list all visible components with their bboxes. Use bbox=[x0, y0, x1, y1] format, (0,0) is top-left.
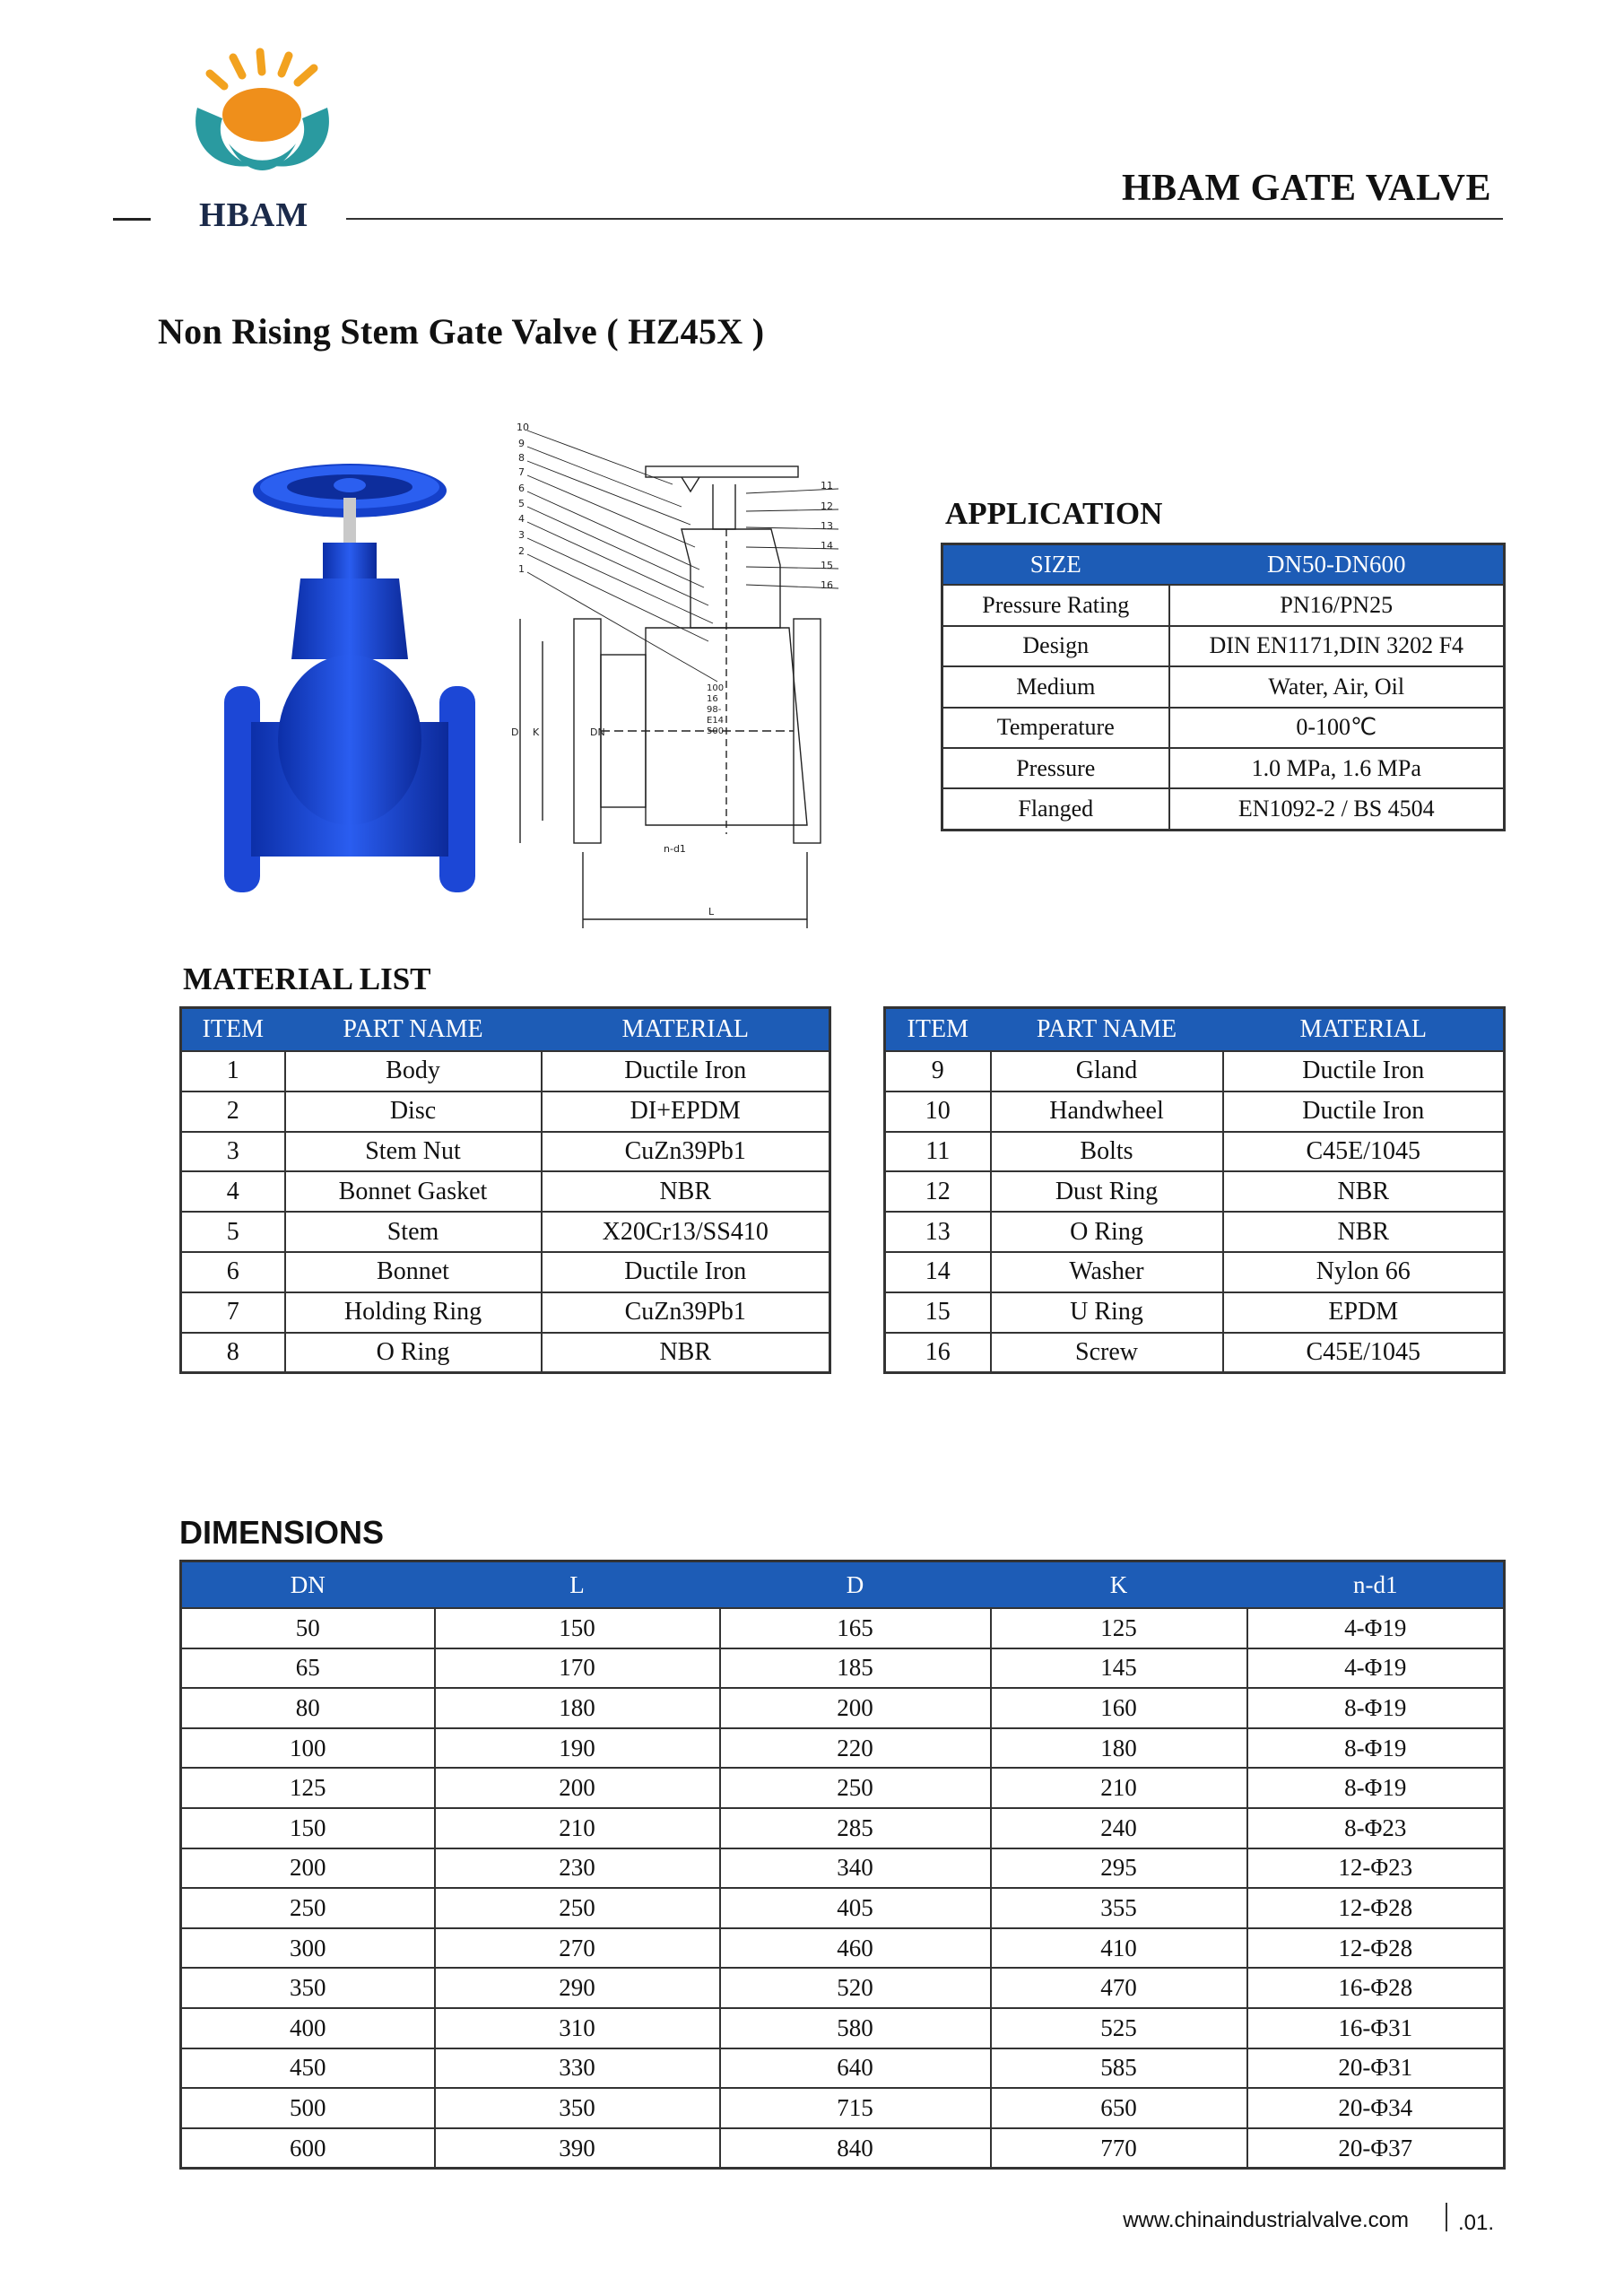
application-row bbox=[942, 748, 1505, 788]
material-row bbox=[885, 1252, 1505, 1292]
header-part-name: PART NAME bbox=[285, 1008, 542, 1052]
header-item: ITEM bbox=[885, 1008, 991, 1052]
footer-website: www.chinaindustrialvalve.com bbox=[1123, 2208, 1409, 2232]
material: NBR bbox=[542, 1171, 830, 1212]
nd1-value: 4-Φ19 bbox=[1247, 1608, 1505, 1648]
application-label: Pressure bbox=[942, 748, 1169, 788]
material-row bbox=[181, 1252, 830, 1292]
nd1-value: 12-Φ28 bbox=[1247, 1928, 1505, 1969]
material-row bbox=[885, 1091, 1505, 1132]
material: EPDM bbox=[1223, 1292, 1505, 1333]
application-label: SIZE bbox=[942, 544, 1169, 586]
nd1-value: 12-Φ28 bbox=[1247, 1888, 1505, 1928]
part-name: O Ring bbox=[285, 1333, 542, 1373]
header-material: MATERIAL bbox=[542, 1008, 830, 1052]
application-row bbox=[942, 788, 1505, 830]
page-number: .01. bbox=[1458, 2211, 1495, 2235]
l-value: 180 bbox=[435, 1688, 720, 1728]
item-no: 6 bbox=[181, 1252, 285, 1292]
k-value: 240 bbox=[991, 1808, 1247, 1848]
nd1-value: 16-Φ31 bbox=[1247, 2008, 1505, 2048]
d-value: 640 bbox=[720, 2048, 991, 2089]
material-row bbox=[885, 1333, 1505, 1373]
l-value: 330 bbox=[435, 2048, 720, 2089]
material: NBR bbox=[1223, 1212, 1505, 1252]
nd1-value: 20-Φ31 bbox=[1247, 2048, 1505, 2089]
application-value: EN1092-2 / BS 4504 bbox=[1169, 788, 1505, 830]
item-no: 4 bbox=[181, 1171, 285, 1212]
dimensions-row bbox=[181, 1888, 1505, 1928]
material: CuZn39Pb1 bbox=[542, 1292, 830, 1333]
header-material: MATERIAL bbox=[1223, 1008, 1505, 1052]
item-no: 13 bbox=[885, 1212, 991, 1252]
callout-1: 1 bbox=[518, 563, 525, 575]
material: CuZn39Pb1 bbox=[542, 1132, 830, 1172]
nd1-value: 16-Φ28 bbox=[1247, 1968, 1505, 2008]
material: Ductile Iron bbox=[1223, 1091, 1505, 1132]
k-value: 160 bbox=[991, 1688, 1247, 1728]
application-label: Pressure Rating bbox=[942, 585, 1169, 625]
k-value: 470 bbox=[991, 1968, 1247, 2008]
material: Ductile Iron bbox=[542, 1252, 830, 1292]
dim-label-nd1: n-d1 bbox=[664, 843, 686, 855]
dimensions-row bbox=[181, 2088, 1505, 2128]
k-value: 525 bbox=[991, 2008, 1247, 2048]
material-table-left bbox=[179, 1006, 831, 1374]
dimensions-header-row bbox=[181, 1561, 1505, 1609]
dn-value: 80 bbox=[181, 1688, 435, 1728]
d-value: 185 bbox=[720, 1648, 991, 1689]
d-value: 340 bbox=[720, 1848, 991, 1889]
callout-15: 15 bbox=[821, 560, 833, 571]
application-value: 1.0 MPa, 1.6 MPa bbox=[1169, 748, 1505, 788]
dn-value: 150 bbox=[181, 1808, 435, 1848]
dimensions-row bbox=[181, 1648, 1505, 1689]
dim-label-d: D bbox=[511, 726, 519, 738]
product-title: Non Rising Stem Gate Valve ( HZ45X ) bbox=[158, 311, 765, 352]
dn-value: 450 bbox=[181, 2048, 435, 2089]
l-value: 250 bbox=[435, 1888, 720, 1928]
material-header-row bbox=[181, 1008, 830, 1052]
item-no: 10 bbox=[885, 1091, 991, 1132]
dn-value: 600 bbox=[181, 2128, 435, 2169]
company-logo bbox=[179, 45, 341, 197]
material-row bbox=[885, 1132, 1505, 1172]
k-value: 650 bbox=[991, 2088, 1247, 2128]
part-name: Bonnet Gasket bbox=[285, 1171, 542, 1212]
item-no: 3 bbox=[181, 1132, 285, 1172]
d-value: 840 bbox=[720, 2128, 991, 2169]
callout-13: 13 bbox=[821, 520, 833, 532]
item-no: 16 bbox=[885, 1333, 991, 1373]
material-row bbox=[885, 1212, 1505, 1252]
material-row bbox=[181, 1171, 830, 1212]
material: NBR bbox=[1223, 1171, 1505, 1212]
material-row bbox=[181, 1091, 830, 1132]
k-value: 355 bbox=[991, 1888, 1247, 1928]
k-value: 180 bbox=[991, 1728, 1247, 1769]
callout-7: 7 bbox=[518, 466, 525, 478]
k-value: 585 bbox=[991, 2048, 1247, 2089]
body-mark-2: 16 bbox=[707, 694, 718, 704]
material-row bbox=[181, 1292, 830, 1333]
material: Ductile Iron bbox=[542, 1051, 830, 1091]
dimensions-row bbox=[181, 1728, 1505, 1769]
k-value: 125 bbox=[991, 1608, 1247, 1648]
body-mark-4: E14 bbox=[707, 716, 725, 726]
nd1-value: 8-Φ19 bbox=[1247, 1768, 1505, 1808]
part-name: Handwheel bbox=[991, 1091, 1223, 1132]
material-row bbox=[181, 1051, 830, 1091]
callout-9: 9 bbox=[518, 438, 525, 449]
item-no: 9 bbox=[885, 1051, 991, 1091]
d-value: 520 bbox=[720, 1968, 991, 2008]
dn-value: 250 bbox=[181, 1888, 435, 1928]
dimensions-row bbox=[181, 1608, 1505, 1648]
item-no: 5 bbox=[181, 1212, 285, 1252]
valve-section-drawing bbox=[511, 422, 852, 942]
k-value: 145 bbox=[991, 1648, 1247, 1689]
k-value: 770 bbox=[991, 2128, 1247, 2169]
dn-value: 100 bbox=[181, 1728, 435, 1769]
material-row bbox=[181, 1132, 830, 1172]
dimensions-row bbox=[181, 1928, 1505, 1969]
header-k: K bbox=[991, 1561, 1247, 1609]
nd1-value: 8-Φ23 bbox=[1247, 1808, 1505, 1848]
dimensions-row bbox=[181, 1768, 1505, 1808]
l-value: 210 bbox=[435, 1808, 720, 1848]
l-value: 230 bbox=[435, 1848, 720, 1889]
d-value: 715 bbox=[720, 2088, 991, 2128]
part-name: Washer bbox=[991, 1252, 1223, 1292]
callout-11: 11 bbox=[821, 480, 833, 491]
l-value: 170 bbox=[435, 1648, 720, 1689]
callout-2: 2 bbox=[518, 545, 525, 557]
material: Ductile Iron bbox=[1223, 1051, 1505, 1091]
dim-label-l: L bbox=[708, 906, 715, 918]
callout-16: 16 bbox=[821, 579, 833, 591]
k-value: 410 bbox=[991, 1928, 1247, 1969]
callout-12: 12 bbox=[821, 500, 833, 512]
l-value: 190 bbox=[435, 1728, 720, 1769]
dimensions-row bbox=[181, 1848, 1505, 1889]
part-name: Stem Nut bbox=[285, 1132, 542, 1172]
l-value: 290 bbox=[435, 1968, 720, 2008]
header-nd1: n-d1 bbox=[1247, 1561, 1505, 1609]
part-name: U Ring bbox=[991, 1292, 1223, 1333]
application-row bbox=[942, 708, 1505, 748]
k-value: 210 bbox=[991, 1768, 1247, 1808]
material-row bbox=[885, 1051, 1505, 1091]
callout-3: 3 bbox=[518, 529, 525, 541]
application-label: Flanged bbox=[942, 788, 1169, 830]
application-label: Medium bbox=[942, 666, 1169, 707]
body-mark-1: 100 bbox=[707, 683, 725, 693]
application-row bbox=[942, 626, 1505, 666]
callout-4: 4 bbox=[518, 513, 525, 525]
dn-value: 125 bbox=[181, 1768, 435, 1808]
header-dash bbox=[113, 218, 151, 221]
dn-value: 300 bbox=[181, 1928, 435, 1969]
part-name: Bonnet bbox=[285, 1252, 542, 1292]
body-mark-5: 500 bbox=[707, 726, 725, 736]
dimensions-row bbox=[181, 1808, 1505, 1848]
part-name: O Ring bbox=[991, 1212, 1223, 1252]
dimensions-row bbox=[181, 2008, 1505, 2048]
nd1-value: 8-Φ19 bbox=[1247, 1728, 1505, 1769]
callout-10: 10 bbox=[517, 422, 529, 433]
material-row bbox=[181, 1212, 830, 1252]
d-value: 405 bbox=[720, 1888, 991, 1928]
material: X20Cr13/SS410 bbox=[542, 1212, 830, 1252]
dn-value: 200 bbox=[181, 1848, 435, 1889]
dn-value: 50 bbox=[181, 1608, 435, 1648]
callout-6: 6 bbox=[518, 483, 525, 494]
item-no: 14 bbox=[885, 1252, 991, 1292]
l-value: 200 bbox=[435, 1768, 720, 1808]
l-value: 150 bbox=[435, 1608, 720, 1648]
l-value: 270 bbox=[435, 1928, 720, 1969]
header-rule bbox=[346, 218, 1503, 220]
material: NBR bbox=[542, 1333, 830, 1373]
material-row bbox=[181, 1333, 830, 1373]
material-row bbox=[885, 1292, 1505, 1333]
dimensions-title: DIMENSIONS bbox=[179, 1514, 385, 1551]
part-name: Stem bbox=[285, 1212, 542, 1252]
dimensions-table bbox=[179, 1560, 1506, 2170]
dn-value: 400 bbox=[181, 2008, 435, 2048]
l-value: 350 bbox=[435, 2088, 720, 2128]
brand-name: HBAM bbox=[199, 196, 309, 234]
body-mark-3: 98- bbox=[707, 705, 722, 715]
application-table bbox=[941, 543, 1506, 831]
application-value: 0-100℃ bbox=[1169, 708, 1505, 748]
d-value: 250 bbox=[720, 1768, 991, 1808]
application-title: APPLICATION bbox=[945, 496, 1163, 531]
application-value: DN50-DN600 bbox=[1169, 544, 1505, 586]
material: DI+EPDM bbox=[542, 1091, 830, 1132]
material: C45E/1045 bbox=[1223, 1132, 1505, 1172]
d-value: 165 bbox=[720, 1608, 991, 1648]
application-value: Water, Air, Oil bbox=[1169, 666, 1505, 707]
dn-value: 500 bbox=[181, 2088, 435, 2128]
application-value: PN16/PN25 bbox=[1169, 585, 1505, 625]
dn-value: 350 bbox=[181, 1968, 435, 2008]
dimensions-row bbox=[181, 2128, 1505, 2169]
part-name: Body bbox=[285, 1051, 542, 1091]
application-label: Temperature bbox=[942, 708, 1169, 748]
item-no: 1 bbox=[181, 1051, 285, 1091]
footer-separator bbox=[1446, 2203, 1447, 2231]
header-l: L bbox=[435, 1561, 720, 1609]
callout-5: 5 bbox=[518, 498, 525, 509]
part-name: Gland bbox=[991, 1051, 1223, 1091]
material-list-title: MATERIAL LIST bbox=[183, 961, 431, 996]
header-title: HBAM GATE VALVE bbox=[1121, 168, 1491, 209]
dimensions-row bbox=[181, 1688, 1505, 1728]
item-no: 8 bbox=[181, 1333, 285, 1373]
header-part-name: PART NAME bbox=[991, 1008, 1223, 1052]
d-value: 580 bbox=[720, 2008, 991, 2048]
header-item: ITEM bbox=[181, 1008, 285, 1052]
material-row bbox=[885, 1171, 1505, 1212]
application-label: Design bbox=[942, 626, 1169, 666]
item-no: 2 bbox=[181, 1091, 285, 1132]
part-name: Dust Ring bbox=[991, 1171, 1223, 1212]
nd1-value: 4-Φ19 bbox=[1247, 1648, 1505, 1689]
nd1-value: 20-Φ37 bbox=[1247, 2128, 1505, 2169]
application-row bbox=[942, 585, 1505, 625]
dimensions-row bbox=[181, 2048, 1505, 2089]
dim-label-dn: DN bbox=[590, 726, 605, 738]
application-value: DIN EN1171,DIN 3202 F4 bbox=[1169, 626, 1505, 666]
part-name: Holding Ring bbox=[285, 1292, 542, 1333]
material-table-right bbox=[883, 1006, 1506, 1374]
nd1-value: 8-Φ19 bbox=[1247, 1688, 1505, 1728]
part-name: Disc bbox=[285, 1091, 542, 1132]
valve-photo bbox=[215, 453, 484, 901]
callout-14: 14 bbox=[821, 540, 833, 552]
part-name: Screw bbox=[991, 1333, 1223, 1373]
d-value: 220 bbox=[720, 1728, 991, 1769]
item-no: 15 bbox=[885, 1292, 991, 1333]
callout-8: 8 bbox=[518, 452, 525, 464]
item-no: 12 bbox=[885, 1171, 991, 1212]
d-value: 200 bbox=[720, 1688, 991, 1728]
item-no: 7 bbox=[181, 1292, 285, 1333]
application-row bbox=[942, 666, 1505, 707]
item-no: 11 bbox=[885, 1132, 991, 1172]
nd1-value: 12-Φ23 bbox=[1247, 1848, 1505, 1889]
dim-label-k: K bbox=[533, 726, 540, 738]
material: C45E/1045 bbox=[1223, 1333, 1505, 1373]
dn-value: 65 bbox=[181, 1648, 435, 1689]
material-header-row bbox=[885, 1008, 1505, 1052]
l-value: 310 bbox=[435, 2008, 720, 2048]
dimensions-row bbox=[181, 1968, 1505, 2008]
d-value: 460 bbox=[720, 1928, 991, 1969]
part-name: Bolts bbox=[991, 1132, 1223, 1172]
nd1-value: 20-Φ34 bbox=[1247, 2088, 1505, 2128]
application-row bbox=[942, 544, 1505, 586]
header-dn: DN bbox=[181, 1561, 435, 1609]
k-value: 295 bbox=[991, 1848, 1247, 1889]
header-d: D bbox=[720, 1561, 991, 1609]
l-value: 390 bbox=[435, 2128, 720, 2169]
d-value: 285 bbox=[720, 1808, 991, 1848]
material: Nylon 66 bbox=[1223, 1252, 1505, 1292]
